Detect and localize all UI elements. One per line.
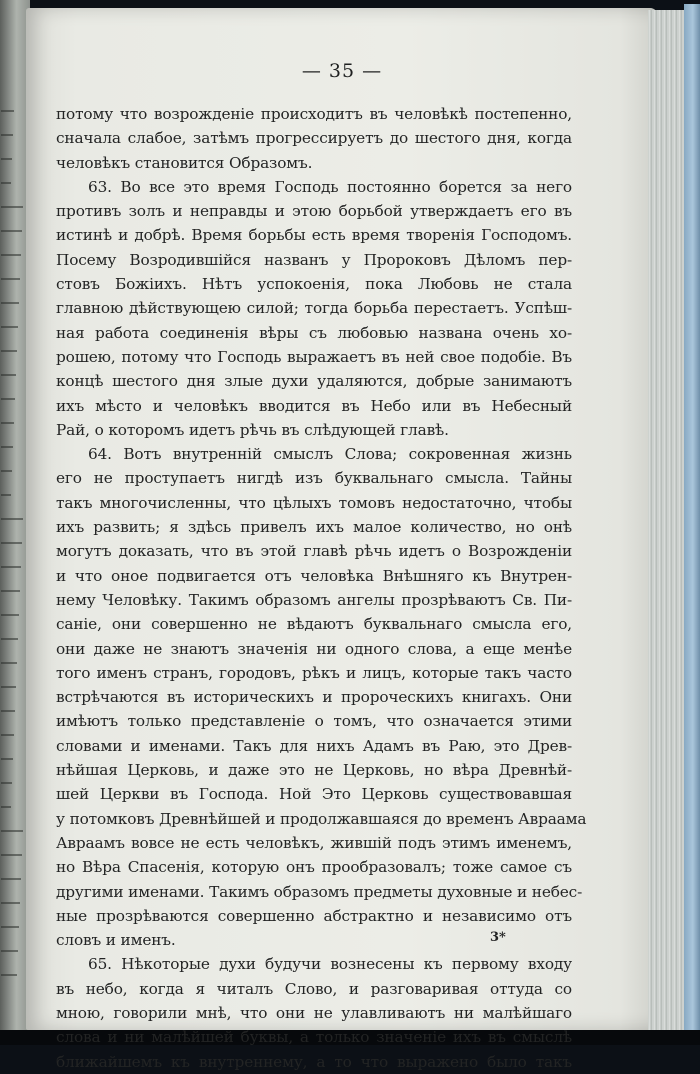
text-line: 65. Нѣкоторые духи будучи вознесены къ первому входу — [88, 955, 572, 974]
printer-signature-mark: 3* — [490, 930, 506, 945]
text-line: его не проступаетъ нигдѣ изъ буквальнаго смысла. Тайны — [56, 469, 572, 488]
text-line: они даже не знаютъ значенія ни одного слова, а еще менѣе — [56, 639, 572, 658]
text-line: ихъ мѣсто и человѣкъ вводится въ Небо или въ Небесный — [56, 396, 572, 415]
facing-page-text-fragment — [1, 590, 20, 592]
facing-page-text-fragment — [1, 638, 18, 640]
text-line: стовъ Божіихъ. Нѣтъ успокоенія, пока Любовь не стала — [56, 275, 572, 294]
text-line: противъ золъ и неправды и этою борьбой утверждаетъ его въ — [56, 202, 572, 221]
facing-page-text-fragment — [1, 758, 13, 760]
text-line: 63. Во все это время Господь постоянно борется за него — [88, 177, 572, 196]
text-line: 64. Вотъ внутренній смыслъ Слова; сокровенная жизнь — [88, 445, 572, 464]
facing-page-text-fragment — [1, 110, 14, 112]
facing-page-text-fragment — [1, 854, 22, 856]
facing-page-text-fragment — [1, 254, 21, 256]
text-line: ная работа соединенія вѣры съ любовью названа очень хо- — [56, 323, 572, 342]
facing-page-text-fragment — [1, 734, 14, 736]
text-line: того именъ странъ, городовъ, рѣкъ и лицъ, которые такъ часто — [56, 663, 572, 682]
facing-page-text-fragment — [1, 278, 20, 280]
text-line: могутъ доказать, что въ этой главѣ рѣчь идетъ о Возрожденіи — [56, 542, 572, 561]
facing-page-text-fragment — [1, 614, 19, 616]
text-line: ихъ развить; я здѣсь привелъ ихъ малое количество, но онѣ — [56, 518, 572, 537]
facing-page-text-fragment — [1, 830, 23, 832]
facing-page-text-fragment — [1, 926, 19, 928]
facing-page-text-fragment — [1, 686, 16, 688]
text-line: словъ и именъ. — [56, 931, 176, 950]
text-line: у потомковъ Древнѣйшей и продолжавшаяся до временъ Авраама — [56, 809, 587, 828]
text-line: ближайшемъ къ внутреннему, а то что выражено было такъ — [56, 1052, 572, 1071]
text-line: Авраамъ вовсе не есть человѣкъ, жившій подъ этимъ именемъ, — [56, 833, 572, 852]
facing-page-text-fragment — [1, 158, 12, 160]
text-line: слова и ни малѣйшей буквы, а только значеніе ихъ въ смыслѣ — [56, 1028, 572, 1047]
text-line: Рай, о которомъ идетъ рѣчь въ слѣдующей главѣ. — [56, 420, 449, 439]
facing-page-text-fragment — [1, 494, 11, 496]
text-line: истинѣ и добрѣ. Время борьбы есть время творенія Господомъ. — [56, 226, 572, 245]
facing-page-text-fragment — [1, 350, 17, 352]
text-line: концѣ шестого дня злые духи удаляются, добрые занимаютъ — [56, 372, 572, 391]
facing-page-text-fragment — [1, 422, 14, 424]
text-line: саніе, они совершенно не вѣдаютъ буквальнаго смысла его, — [56, 615, 572, 634]
text-line: ные прозрѣваются совершенно абстрактно и независимо отъ — [56, 906, 572, 925]
text-line: словами и именами. Такъ для нихъ Адамъ въ Раю, это Древ- — [56, 736, 572, 755]
page-number: — 35 — — [301, 60, 383, 82]
facing-page-text-fragment — [1, 326, 18, 328]
text-line: имѣютъ только представленіе о томъ, что означается этими — [56, 712, 572, 731]
text-line: и что оное подвигается отъ человѣка Внѣшняго къ Внутрен- — [56, 566, 572, 585]
text-line: главною дѣйствующею силой; тогда борьба перестаетъ. Успѣш- — [56, 299, 572, 318]
facing-page-text-fragment — [1, 806, 11, 808]
text-line: мною, говорили мнѣ, что они не улавливаютъ ни малѣйшаго — [56, 1003, 572, 1022]
facing-page-text-fragment — [1, 974, 17, 976]
facing-page-text-fragment — [1, 902, 20, 904]
facing-page-text-fragment — [1, 518, 23, 520]
book-cover-edge — [684, 4, 700, 1039]
facing-page-text-fragment — [1, 230, 22, 232]
text-line: человѣкъ становится Образомъ. — [56, 153, 313, 172]
facing-page-text-fragment — [1, 470, 12, 472]
facing-page-text-fragment — [1, 782, 12, 784]
text-line: сначала слабое, затѣмъ прогрессируетъ до шестого дня, когда — [56, 129, 572, 148]
facing-page-text-fragment — [1, 542, 22, 544]
text-line: такъ многочисленны, что цѣлыхъ томовъ недостаточно, чтобы — [56, 493, 572, 512]
text-line: но Вѣра Спасенія, которую онъ прообразовалъ; тоже самое съ — [56, 858, 572, 877]
text-line: Посему Возродившійся названъ у Пророковъ Дѣломъ пер- — [56, 250, 572, 269]
facing-page-text-fragment — [1, 206, 23, 208]
facing-page-text-fragment — [1, 302, 19, 304]
facing-page-text-fragment — [1, 566, 21, 568]
facing-page-text-fragment — [1, 182, 11, 184]
facing-page-text-fragment — [1, 950, 18, 952]
text-line: другими именами. Такимъ образомъ предметы духовные и небес- — [56, 882, 583, 901]
text-line: нѣйшая Церковь, и даже это не Церковь, но вѣра Древнѣй- — [56, 761, 572, 780]
facing-page-text-fragment — [1, 662, 17, 664]
facing-page-text-fragment — [1, 446, 13, 448]
text-line: шей Церкви въ Господа. Ной Это Церковь существовавшая — [56, 785, 572, 804]
text-line: нему Человѣку. Такимъ образомъ ангелы прозрѣваютъ Св. Пи- — [56, 590, 572, 609]
facing-page-text-fragment — [1, 710, 15, 712]
facing-page-text-fragment — [1, 398, 15, 400]
body-text — [56, 102, 587, 1074]
text-line: встрѣчаются въ историческихъ и пророческихъ книгахъ. Они — [56, 688, 572, 707]
text-line: рошею, потому что Господь выражаетъ въ ней свое подобіе. Въ — [56, 347, 572, 366]
text-line: въ небо, когда я читалъ Слово, и разговаривая оттуда со — [56, 979, 572, 998]
text-line: потому что возрожденіе происходитъ въ человѣкѣ постепенно, — [56, 105, 572, 123]
facing-page-text-fragment — [1, 374, 16, 376]
facing-page-text-fragment — [1, 878, 21, 880]
facing-page-text-fragment — [1, 134, 13, 136]
